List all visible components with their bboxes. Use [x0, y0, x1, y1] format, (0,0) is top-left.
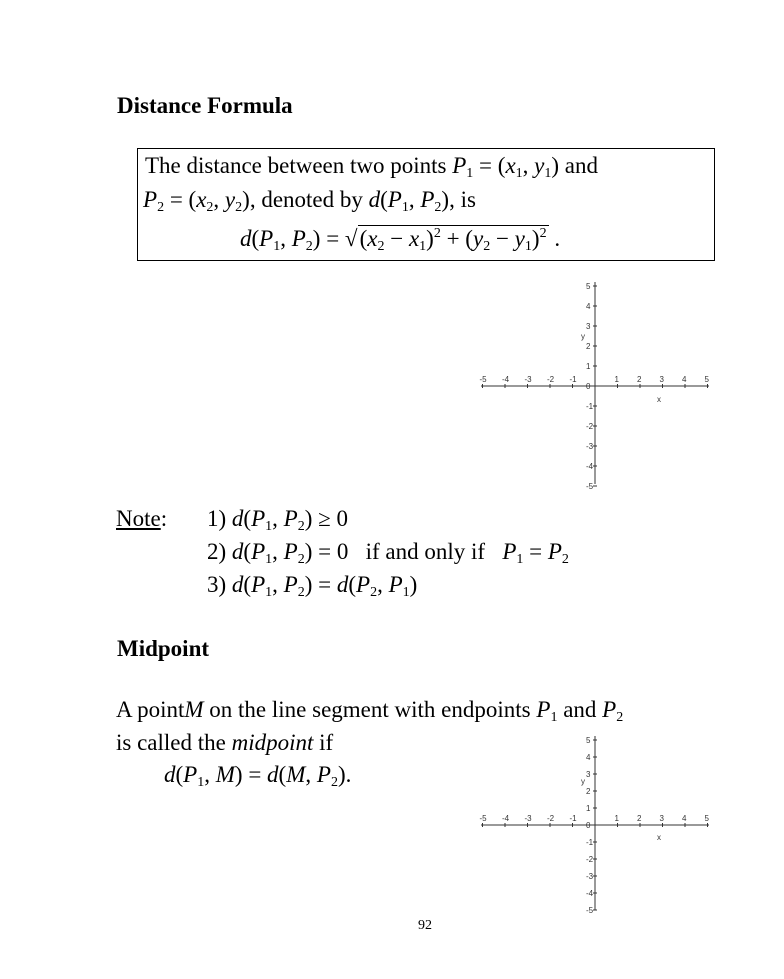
y-tick-label: -4: [586, 462, 594, 471]
y-tick-label: -1: [586, 402, 594, 411]
x-tick-label: 1: [614, 375, 619, 384]
y-tick-label: -5: [586, 482, 594, 490]
page-number: 92: [418, 918, 432, 933]
midpoint-title: Midpoint: [117, 636, 210, 661]
y-tick-label: 3: [586, 322, 591, 331]
x-tick-label: -5: [479, 814, 487, 823]
x-tick-label: -2: [547, 375, 555, 384]
y-tick-label: 0: [586, 821, 591, 830]
x-tick-label: -4: [502, 814, 510, 823]
note-label: Note:: [116, 506, 168, 531]
y-tick-label: -5: [586, 906, 594, 914]
y-tick-label: 2: [586, 787, 591, 796]
box-line-2: $P_2 = (x_2$, $y_2$), denoted by $d(P_1$, $P_2$), is: [143, 187, 476, 215]
midpoint-equation: $d(P_1$, M) = d(M, $P_2$).: [164, 762, 352, 790]
y-tick-label: 5: [586, 736, 591, 745]
x-tick-label: 5: [704, 814, 709, 823]
y-tick-label: 0: [586, 382, 591, 391]
x-tick-label: 4: [682, 814, 687, 823]
x-tick-label: 1: [614, 814, 619, 823]
note-item-1: 1) $d(P_1$, $P_2) \ge 0$: [207, 506, 349, 534]
coordinate-axes-1: [475, 278, 715, 490]
y-tick-label: -3: [586, 442, 594, 451]
x-tick-label: 3: [659, 375, 664, 384]
coordinate-axes-2: [475, 732, 715, 914]
x-tick-label: 4: [682, 375, 687, 384]
y-tick-label: 4: [586, 753, 591, 762]
distance-formula-title: Distance Formula: [117, 93, 293, 118]
y-tick-label: -2: [586, 422, 594, 431]
y-tick-label: -4: [586, 889, 594, 898]
x-tick-label: 3: [659, 814, 664, 823]
box-line-1: The distance between two points $P_1 = (x_1$, $y_1$) and: [145, 153, 599, 181]
midpoint-line-2: is called the midpoint if: [116, 730, 334, 755]
distance-formula-equation: $d(P_1$, $P_2) = √(x_2 - x_1)^2 + (y_2 - y_1)^2$ .: [240, 226, 561, 254]
y-tick-label: -2: [586, 855, 594, 864]
x-tick-label: -5: [479, 375, 487, 384]
y-axis-label: y: [581, 332, 585, 341]
x-tick-label: 2: [637, 375, 642, 384]
y-tick-label: 4: [586, 302, 591, 311]
x-tick-label: -1: [569, 375, 577, 384]
y-tick-label: -1: [586, 838, 594, 847]
note-item-3: 3) $d(P_1$, $P_2) = d(P_2$, $P_1$): [207, 572, 418, 600]
x-axis-label-2: x: [657, 833, 661, 842]
x-tick-label: -1: [569, 814, 577, 823]
x-tick-label: 5: [704, 375, 709, 384]
midpoint-line-1: A pointM on the line segment with endpoints $P_1$ and $P_2$: [116, 697, 624, 725]
y-tick-label: 1: [586, 804, 591, 813]
x-axis-label: x: [657, 395, 661, 404]
x-tick-label: 2: [637, 814, 642, 823]
note-item-2: 2) $d(P_1$, $P_2) = 0$ if and only if $P_1 = P_2$: [207, 539, 569, 567]
y-tick-label: 1: [586, 362, 591, 371]
x-tick-label: -2: [547, 814, 555, 823]
y-tick-label: 2: [586, 342, 591, 351]
y-tick-label: 5: [586, 282, 591, 291]
y-axis-label-2: y: [581, 777, 585, 786]
y-tick-label: -3: [586, 872, 594, 881]
x-tick-label: -4: [502, 375, 510, 384]
x-tick-label: -3: [524, 814, 532, 823]
x-tick-label: -3: [524, 375, 532, 384]
y-tick-label: 3: [586, 770, 591, 779]
